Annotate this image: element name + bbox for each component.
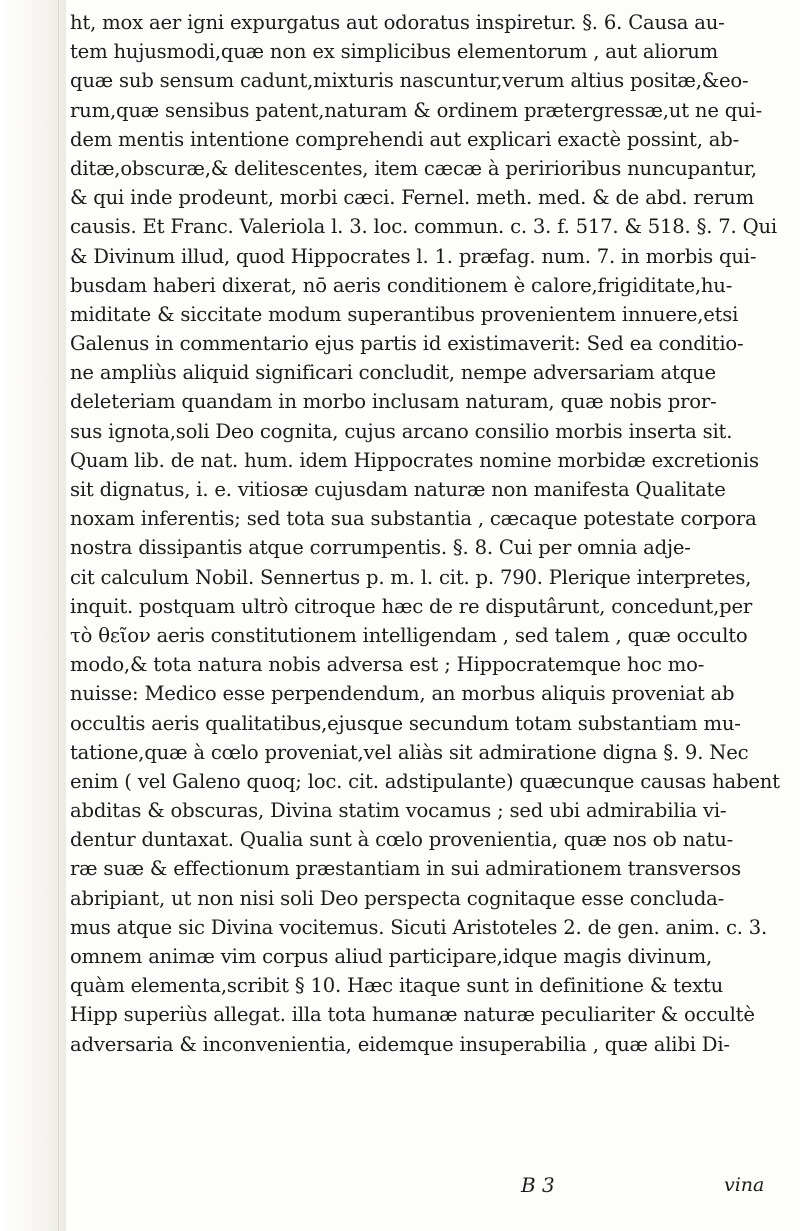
text-line: omnem animæ vim corpus aliud participare,idque magis divinum, — [70, 945, 713, 968]
text-line: abditas & obscuras, Divina statim vocamus ; sed ubi admirabilia vi- — [70, 799, 727, 823]
text-line: causis. Et Franc. Valeriola l. 3. loc. commun. c. 3. f. 517. & 518. §. 7. Qui — [70, 215, 777, 239]
text-line: busdam haberi dixerat, nō aeris conditionem è calore,frigiditate,hu- — [70, 273, 733, 297]
text-line: inquit. postquam ultrò citroque hæc de re disputârunt, concedunt,per — [70, 594, 753, 618]
text-line: ditæ,obscuræ,& delitescentes, item cæcæ à peririoribus nuncupantur, — [70, 156, 757, 180]
signature-mark: B 3 — [521, 1173, 555, 1197]
gutter-edge — [58, 0, 59, 1231]
text-line: quæ sub sensum cadunt,mixturis nascuntur,verum altius positæ,&eo- — [70, 69, 749, 93]
text-line: Quam lib. de nat. hum. idem Hippocrates nomine morbidæ excretionis — [70, 448, 759, 472]
text-line: occultis aeris qualitatibus,ejusque secundum totam substantiam mu- — [70, 711, 741, 735]
text-line: nostra dissipantis atque corrumpentis. §. 8. Cui per omnia adje- — [70, 536, 691, 560]
text-line: Galenus in commentario ejus partis id existimaverit: Sed ea conditio- — [70, 332, 744, 356]
text-line: adversaria & inconvenientia, eidemque insuperabilia , quæ alibi Di- — [70, 1032, 730, 1056]
text-line: modo,& tota natura nobis adversa est ; Hippocratemque hoc mo- — [70, 653, 705, 677]
page-gutter — [0, 0, 66, 1231]
text-line: sit dignatus, i. e. vitiosæ cujusdam naturæ non manifesta Qualitate — [70, 478, 726, 501]
text-line: & qui inde prodeunt, morbi cæci. Fernel. meth. med. & de abd. rerum — [70, 186, 754, 210]
text-line: ræ suæ & effectionum præstantiam in sui admirationem transversos — [70, 857, 741, 881]
text-line: enim ( vel Galeno quoq; loc. cit. adstipulante) quæcunque causas habent — [70, 769, 780, 793]
text-line: ht, mox aer igni expurgatus aut odoratus inspiretur. §. 6. Causa au- — [70, 11, 725, 34]
text-line: nuisse: Medico esse perpendendum, an morbus aliquis proveniat ab — [70, 682, 735, 706]
text-line: quàm elementa,scribit § 10. Hæc itaque sunt in definitione & textu — [70, 974, 724, 998]
text-line: tatione,quæ à cœlo proveniat,vel aliàs sit admiratione digna §. 9. Nec — [70, 740, 749, 764]
body-text — [70, 8, 786, 1059]
catchword: vina — [724, 1174, 765, 1196]
text-line: dentur duntaxat. Qualia sunt à cœlo provenientia, quæ nos ob natu- — [70, 828, 734, 852]
text-line: noxam inferentis; sed tota sua substantia , cæcaque potestate corpora — [70, 507, 757, 531]
text-line: abripiant, ut non nisi soli Deo perspecta cognitaque esse concluda- — [70, 886, 725, 910]
text-line: dem mentis intentione comprehendi aut explicari exactè possint, ab- — [70, 127, 739, 151]
text-line: ne ampliùs aliquid significari concludit, nempe adversariam atque — [70, 361, 716, 385]
text-line: miditate & siccitate modum superantibus provenientem innuere,etsi — [70, 302, 739, 326]
text-line: sus ignota,soli Deo cognita, cujus arcano consilio morbis inserta sit. — [70, 419, 733, 443]
text-line: τὸ θεῖον aeris constitutionem intelligendam , sed talem , quæ occulto — [70, 623, 748, 647]
text-line: mus atque sic Divina vocitemus. Sicuti Aristoteles 2. de gen. anim. c. 3. — [70, 915, 768, 939]
text-line: cit calculum Nobil. Sennertus p. m. l. cit. p. 790. Plerique interpretes, — [70, 565, 752, 589]
text-line: Hipp superiùs allegat. illa tota humanæ naturæ peculiariter & occultè — [70, 1003, 755, 1027]
text-line: tem hujusmodi,quæ non ex simplicibus elementorum , aut aliorum — [70, 40, 719, 64]
page-footer — [0, 1170, 800, 1200]
text-line: rum,quæ sensibus patent,naturam & ordinem prætergressæ,ut ne qui- — [70, 98, 763, 122]
text-line: & Divinum illud, quod Hippocrates l. 1. præfag. num. 7. in morbis qui- — [70, 244, 757, 268]
text-line: deleteriam quandam in morbo inclusam naturam, quæ nobis pror- — [70, 390, 717, 414]
